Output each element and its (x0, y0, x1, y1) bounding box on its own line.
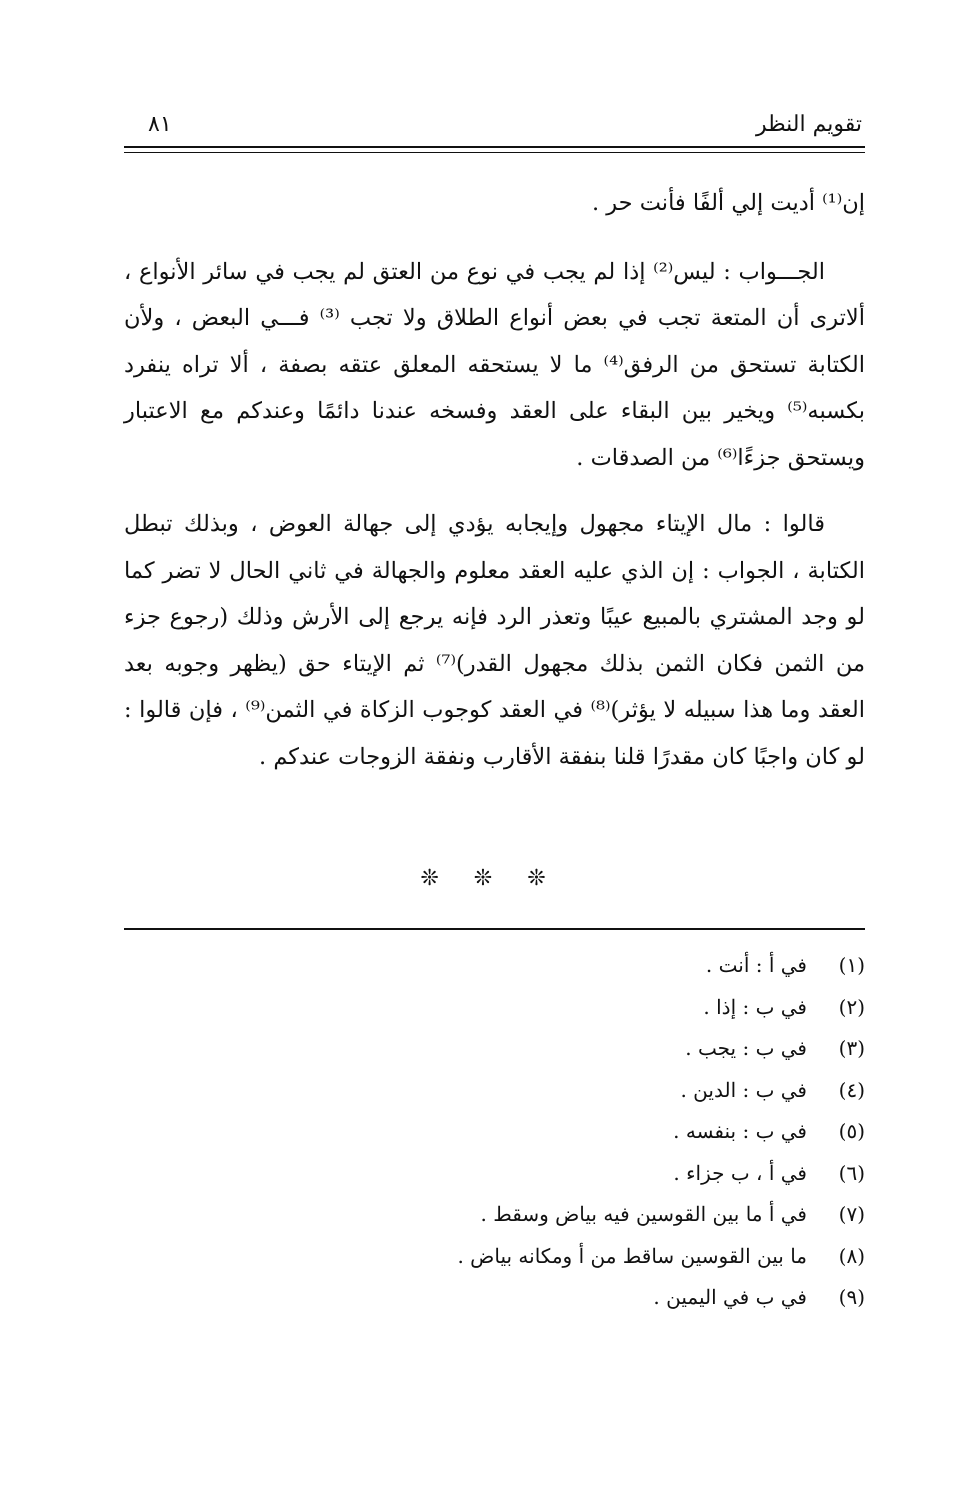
footnote-text: في أ : أنت . (705, 953, 807, 977)
footnote-separator (124, 928, 865, 930)
footnote-text: ما بين القوسين ساقط من أ ومكانه بياض . (457, 1243, 807, 1268)
footnote-number: (٩) (838, 1285, 865, 1309)
page-number: ٨١ (148, 112, 172, 137)
footnote-item (124, 945, 865, 987)
footnote-number: (٢) (838, 994, 865, 1019)
footnote-text: في ب : إذا . (703, 994, 807, 1019)
footnote-text: في ب : بنفسه . (673, 1119, 807, 1143)
footnote-text: في ب : يجب . (685, 1036, 807, 1060)
running-title: تقويم النظر (755, 112, 862, 137)
footnote-number: (٦) (838, 1160, 865, 1185)
footnote-number: (٤) (838, 1077, 865, 1102)
footnote-item (124, 1153, 865, 1195)
footnote-text: في أ ما بين القوسين فيه بياض وسقط . (480, 1202, 807, 1226)
footnote-number: (٣) (838, 1036, 865, 1060)
footnote-item (124, 1194, 865, 1236)
footnote-number: (٥) (838, 1119, 865, 1143)
paragraph-1: إن⁽¹⁾ أديت إلي ألفًا فأنت حر . (591, 190, 865, 216)
paragraph-2: الجـــواب : ليس⁽²⁾ إذا لم يجب في نوع من العتق لم يجب في سائر الأنواع ، ألاترى أن المتعة تجب في بعض أنواع الطلاق ولا تجب ⁽³⁾ فـــي البعض ، ولأن الكتابة تستحق من الرفق⁽⁴⁾ ما لا يستحقه المعلق عتقه بصفة ، ألا تراه ينفرد بكسبه⁽⁵⁾ ويخير بين البقاء على العقد وفسخه عندنا دائمًا وعندكم مع الاعتبار ويستحق جزءًا⁽⁶⁾ من الصدقات . (124, 258, 866, 471)
footnote-number: (٧) (838, 1202, 865, 1226)
running-header (120, 112, 868, 142)
footnote-item (124, 1070, 865, 1112)
footnote-text: في ب في اليمين . (653, 1285, 807, 1309)
footnote-item (124, 1111, 865, 1153)
header-rule-thin (124, 152, 865, 153)
section-ornament: ❊ ❊ ❊ (420, 866, 560, 891)
footnote-item (124, 1277, 865, 1319)
paragraph-3: قالوا : مال الإيتاء مجهول وإيجابه يؤدي إلى جهالة العوض ، وبذلك تبطل الكتابة ، الجواب : إن الذي عليه العقد معلوم والجهالة في ثاني الحال لا تضر كما لو وجد المشتري بالمبيع عيبًا وتعذر الرد فإنه يرجع إلى الأرش وذلك (رجوع جزء من الثمن فكان الثمن بذلك مجهول القدر)⁽⁷⁾ ثم الإيتاء حق (يظهر وجوبه بعد العقد وما هذا سبيله لا يؤثر)⁽⁸⁾ في العقد كوجوب الزكاة في الثمن⁽⁹⁾ ، فإن قالوا : لو كان واجبًا كان مقدرًا قلنا بنفقة الأقارب ونفقة الزوجات عندكم . (124, 511, 866, 770)
footnotes-list (124, 945, 865, 1319)
footnote-text: في ب : الدين . (680, 1077, 807, 1102)
main-text (124, 180, 865, 800)
footnote-number: (٨) (838, 1243, 865, 1268)
footnote-item (124, 1236, 865, 1278)
footnote-item (124, 987, 865, 1029)
header-rule-thick (124, 146, 865, 148)
footnote-item (124, 1028, 865, 1070)
footnote-number: (١) (838, 953, 865, 977)
footnote-text: في أ ، ب جزاء . (673, 1160, 807, 1185)
